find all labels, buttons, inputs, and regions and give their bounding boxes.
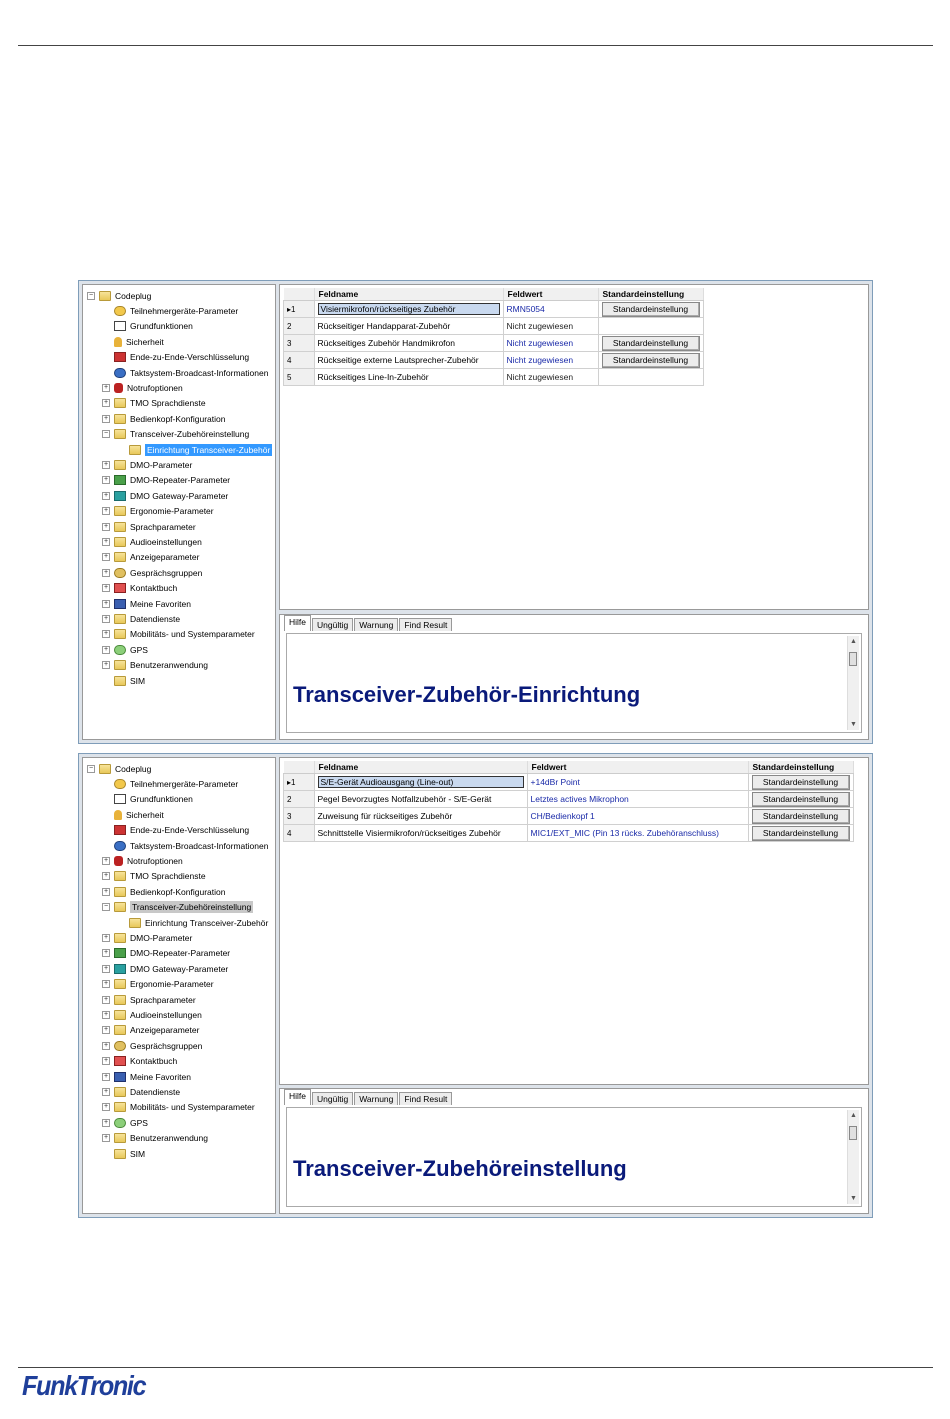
expand-icon[interactable]: +: [103, 1134, 109, 1142]
tree-item[interactable]: [114, 350, 249, 365]
field-grid: [279, 284, 869, 610]
folder-icon: [114, 995, 126, 1005]
help-title: Transceiver-Zubehöreinstellung: [293, 1156, 627, 1181]
expand-icon[interactable]: +: [103, 522, 109, 530]
folder-icon: [114, 1133, 126, 1143]
table-row[interactable]: [284, 825, 854, 842]
expand-icon[interactable]: +: [103, 399, 109, 407]
folder-icon: [114, 1025, 126, 1035]
tree-item-label: DMO-Repeater-Parameter: [130, 475, 231, 486]
row-number[interactable]: ▸1: [284, 301, 315, 318]
table-row[interactable]: [284, 791, 854, 808]
field-value-cell[interactable]: Nicht zugewiesen: [503, 369, 598, 386]
table-row[interactable]: [284, 369, 704, 386]
help-panel: [279, 1088, 869, 1214]
help-tabs: [284, 1092, 453, 1105]
help-scrollbar[interactable]: [847, 1110, 859, 1204]
tree-item[interactable]: [103, 380, 183, 395]
globe-icon: [114, 368, 126, 378]
tree-item[interactable]: [103, 411, 226, 426]
key-icon: [114, 810, 122, 820]
scroll-thumb[interactable]: [849, 1126, 857, 1140]
expand-icon[interactable]: +: [103, 1057, 109, 1065]
tree-item-label: Teilnehmergeräte-Parameter: [130, 778, 239, 789]
key-icon: [114, 337, 122, 347]
tree-item-label: Gesprächsgruppen: [130, 1040, 203, 1051]
column-header-feldwert[interactable]: Feldwert: [503, 288, 598, 301]
field-name-cell[interactable]: Rückseitiges Zubehör Handmikrofon: [314, 335, 503, 352]
tree-item-label: Sprachparameter: [130, 994, 196, 1005]
field-name-cell[interactable]: Rückseitiger Handapparat-Zubehör: [314, 318, 503, 335]
column-header-feldname[interactable]: Feldname: [314, 761, 527, 774]
red-icon: [114, 383, 123, 393]
field-value-cell[interactable]: RMN5054: [503, 301, 598, 318]
tree-item[interactable]: [103, 488, 229, 503]
tree-item-label: Datendienste: [130, 1086, 181, 1097]
footer-rule: [18, 1367, 933, 1368]
table-row[interactable]: [284, 808, 854, 825]
tree-item[interactable]: [114, 838, 268, 853]
folder-icon: [114, 537, 126, 547]
tree-item-label: DMO-Parameter: [130, 932, 193, 943]
column-header-feldwert[interactable]: Feldwert: [527, 761, 748, 774]
field-value-cell[interactable]: +14dBr Point: [527, 774, 748, 791]
expand-icon[interactable]: +: [103, 383, 109, 391]
row-number[interactable]: 2: [284, 318, 315, 335]
expand-icon[interactable]: +: [103, 661, 109, 669]
expand-icon[interactable]: +: [103, 856, 109, 864]
tree-item[interactable]: [103, 473, 231, 488]
tree-item-label: Benutzeranwendung: [130, 660, 208, 671]
tree-item-label: Grundfunktionen: [130, 794, 193, 805]
tree-item-label: Anzeigeparameter: [130, 1025, 200, 1036]
screenshot-2: [78, 753, 873, 1218]
tree-item-label: Ergonomie-Parameter: [130, 979, 214, 990]
tree-item-label: Notrufoptionen: [127, 855, 183, 866]
tree-item-label: TMO Sprachdienste: [130, 398, 206, 409]
folder-icon: [114, 552, 126, 562]
tab-warnung[interactable]: Warnung: [354, 1092, 398, 1105]
expand-icon[interactable]: +: [103, 584, 109, 592]
folder-icon: [114, 887, 126, 897]
help-scrollbar[interactable]: [847, 636, 859, 730]
expand-icon[interactable]: +: [103, 1041, 109, 1049]
tree-item-label: Mobilitäts- und Systemparameter: [130, 1102, 255, 1113]
tree-item-label: Bedienkopf-Konfiguration: [130, 413, 226, 424]
tab-find-result[interactable]: Find Result: [399, 618, 452, 631]
scroll-down-icon[interactable]: ▼: [850, 1195, 857, 1202]
expand-icon[interactable]: +: [103, 1118, 109, 1126]
expand-icon[interactable]: +: [103, 476, 109, 484]
expand-icon[interactable]: +: [103, 553, 109, 561]
tree-item[interactable]: [103, 627, 255, 642]
tree-item-label: Datendienste: [130, 613, 181, 624]
help-title: Transceiver-Zubehör-Einrichtung: [293, 682, 641, 707]
tree-item[interactable]: [103, 1054, 178, 1069]
folder-icon: [114, 902, 126, 912]
row-header-corner: [284, 288, 315, 301]
tree-item-label: Kontaktbuch: [130, 583, 178, 594]
tree-item-label: Mobilitäts- und Systemparameter: [130, 629, 255, 640]
tree-item-label: DMO Gateway-Parameter: [130, 963, 229, 974]
default-cell: [748, 791, 853, 808]
tree-item[interactable]: [103, 884, 226, 899]
tree-item[interactable]: [129, 442, 272, 457]
tree-item-label: DMO-Parameter: [130, 459, 193, 470]
tree-item-label: GPS: [130, 1117, 148, 1128]
help-tabs: [284, 618, 453, 631]
tree-item[interactable]: [103, 1084, 181, 1099]
tree-item[interactable]: [103, 457, 193, 472]
row-number[interactable]: 4: [284, 352, 315, 369]
folder-icon: [114, 1087, 126, 1097]
gps-icon: [114, 1118, 126, 1128]
expand-icon[interactable]: +: [103, 872, 109, 880]
folder-icon: [114, 460, 126, 470]
tree-item-label: DMO-Repeater-Parameter: [130, 948, 231, 959]
tab-hilfe[interactable]: Hilfe: [284, 615, 311, 631]
tree-item[interactable]: [114, 319, 193, 334]
tree-item[interactable]: [114, 823, 249, 838]
tree-item[interactable]: [103, 1100, 255, 1115]
tree-item-label: Bedienkopf-Konfiguration: [130, 886, 226, 897]
default-cell: [598, 301, 703, 318]
help-content: [286, 633, 862, 733]
table-row[interactable]: [284, 774, 854, 791]
tree-item-label: DMO Gateway-Parameter: [130, 490, 229, 501]
expand-icon[interactable]: +: [103, 537, 109, 545]
folder-icon: [114, 506, 126, 516]
doc-icon: [114, 321, 126, 331]
folder-icon: [114, 1010, 126, 1020]
expand-icon[interactable]: +: [103, 1072, 109, 1080]
tree-item-label: Einrichtung Transceiver-Zubehör: [147, 444, 271, 455]
green-icon: [114, 475, 126, 485]
tab-warnung[interactable]: Warnung: [354, 618, 398, 631]
table-row[interactable]: [284, 318, 704, 335]
default-cell: [598, 318, 703, 335]
gear-icon: [114, 306, 126, 316]
field-value-cell[interactable]: Nicht zugewiesen: [503, 335, 598, 352]
tab-hilfe[interactable]: Hilfe: [284, 1089, 311, 1105]
teal-icon: [114, 491, 126, 501]
tree-item[interactable]: [103, 504, 214, 519]
tree-item[interactable]: [103, 581, 178, 596]
tree-item[interactable]: [103, 1131, 208, 1146]
folder-icon: [114, 629, 126, 639]
tree-item-label: Transceiver-Zubehöreinstellung: [130, 429, 250, 440]
tree-item-label: Taktsystem-Broadcast-Informationen: [130, 367, 269, 378]
tree-item[interactable]: [103, 900, 253, 915]
tree-item-label: Teilnehmergeräte-Parameter: [130, 305, 239, 316]
column-header-standardeinstellung[interactable]: Standardeinstellung: [598, 288, 703, 301]
tree-item[interactable]: [103, 1038, 203, 1053]
folder-icon: [114, 414, 126, 424]
tree-item-label: Notrufoptionen: [127, 382, 183, 393]
tree-item[interactable]: [88, 761, 152, 776]
tree-item[interactable]: [103, 1069, 191, 1084]
scroll-down-icon[interactable]: ▼: [850, 721, 857, 728]
scroll-up-icon[interactable]: ▲: [850, 638, 857, 645]
default-button[interactable]: Standardeinstellung: [602, 302, 700, 317]
tree-item[interactable]: [103, 992, 196, 1007]
codeplug-tree: [82, 284, 276, 740]
tree-item[interactable]: [114, 807, 164, 822]
tree-item[interactable]: [103, 596, 191, 611]
header-rule: [18, 45, 933, 46]
folder-icon: [129, 445, 141, 455]
tab-ungueltig[interactable]: Ungültig: [312, 1092, 353, 1105]
tree-item[interactable]: [103, 1115, 148, 1130]
table-row[interactable]: [284, 352, 704, 369]
globe-icon: [114, 841, 126, 851]
collapse-icon[interactable]: −: [103, 903, 109, 911]
folder-icon: [99, 764, 111, 774]
tree-item[interactable]: [103, 396, 206, 411]
collapse-icon[interactable]: −: [88, 764, 94, 772]
lock-icon: [114, 825, 126, 835]
row-number[interactable]: 2: [284, 791, 315, 808]
field-name-cell[interactable]: Visiermikrofon/rückseitiges Zubehör: [314, 301, 503, 318]
tree-item[interactable]: [103, 930, 193, 945]
folder-icon: [129, 918, 141, 928]
field-name-cell[interactable]: Pegel Bevorzugtes Notfallzubehör - S/E-Gerät: [314, 791, 527, 808]
row-number[interactable]: 5: [284, 369, 315, 386]
field-value-cell[interactable]: CH/Bedienkopf 1: [527, 808, 748, 825]
column-header-standardeinstellung[interactable]: Standardeinstellung: [748, 761, 853, 774]
tree-item-label: Meine Favoriten: [130, 1071, 191, 1082]
default-cell: [748, 774, 853, 791]
tree-item-label: SIM: [130, 675, 146, 686]
field-table: [283, 761, 854, 842]
expand-icon[interactable]: +: [103, 887, 109, 895]
field-name-cell[interactable]: Schnittstelle Visiermikrofon/rückseitiges Zubehör: [314, 825, 527, 842]
folder-icon: [114, 1149, 126, 1159]
folder-icon: [114, 1102, 126, 1112]
tree-item[interactable]: [103, 961, 229, 976]
tree-item-label: Codeplug: [115, 290, 152, 301]
folder-icon: [114, 933, 126, 943]
tree-item[interactable]: [114, 1146, 145, 1161]
tree-item-label: Sicherheit: [126, 809, 164, 820]
tree-item[interactable]: [114, 673, 145, 688]
tree-item[interactable]: [103, 869, 206, 884]
expand-icon[interactable]: +: [103, 1087, 109, 1095]
default-cell: [748, 808, 853, 825]
tree-item[interactable]: [103, 565, 203, 580]
expand-icon[interactable]: +: [103, 980, 109, 988]
expand-icon[interactable]: +: [103, 933, 109, 941]
star-icon: [114, 1072, 126, 1082]
people-icon: [114, 568, 126, 578]
red-icon: [114, 856, 123, 866]
tree-item[interactable]: [103, 1023, 200, 1038]
folder-icon: [114, 429, 126, 439]
folder-icon: [114, 979, 126, 989]
folder-icon: [114, 614, 126, 624]
tree-item-label: Gesprächsgruppen: [130, 567, 203, 578]
field-name-cell[interactable]: Rückseitige externe Lautsprecher-Zubehör: [314, 352, 503, 369]
tree-item-label: Sicherheit: [126, 336, 164, 347]
tree-item[interactable]: [103, 534, 202, 549]
book-icon: [114, 583, 126, 593]
tree-item[interactable]: [88, 288, 152, 303]
green-icon: [114, 948, 126, 958]
tree-item[interactable]: [103, 1007, 202, 1022]
tree-item-label: Meine Favoriten: [130, 598, 191, 609]
tree-item[interactable]: [103, 977, 214, 992]
scroll-up-icon[interactable]: ▲: [850, 1112, 857, 1119]
default-cell: [598, 369, 703, 386]
tree-item[interactable]: [114, 776, 238, 791]
tree-item[interactable]: [103, 611, 181, 626]
help-content: [286, 1107, 862, 1207]
tree-item-label: Grundfunktionen: [130, 321, 193, 332]
people-icon: [114, 1041, 126, 1051]
gear-icon: [114, 779, 126, 789]
funktronic-logo: FunkTronic: [22, 1370, 146, 1401]
folder-icon: [114, 398, 126, 408]
row-number[interactable]: 3: [284, 808, 315, 825]
expand-icon[interactable]: +: [103, 949, 109, 957]
column-header-feldname[interactable]: Feldname: [314, 288, 503, 301]
tree-item-label: Ergonomie-Parameter: [130, 506, 214, 517]
doc-icon: [114, 794, 126, 804]
tree-item[interactable]: [103, 642, 148, 657]
expand-icon[interactable]: +: [103, 414, 109, 422]
expand-icon[interactable]: +: [103, 614, 109, 622]
table-row[interactable]: [284, 335, 704, 352]
default-button[interactable]: Standardeinstellung: [602, 353, 700, 368]
expand-icon[interactable]: +: [103, 1103, 109, 1111]
field-value-cell[interactable]: Nicht zugewiesen: [503, 352, 598, 369]
tree-item-label: Einrichtung Transceiver-Zubehör: [145, 917, 269, 928]
field-grid: [279, 757, 869, 1085]
star-icon: [114, 599, 126, 609]
tree-item-label: GPS: [130, 644, 148, 655]
folder-icon: [99, 291, 111, 301]
field-name-cell[interactable]: S/E-Gerät Audioausgang (Line-out): [314, 774, 527, 791]
row-header-corner: [284, 761, 315, 774]
tree-item-label: Ende-zu-Ende-Verschlüsselung: [130, 825, 250, 836]
tree-item[interactable]: [114, 792, 193, 807]
expand-icon[interactable]: +: [103, 1026, 109, 1034]
expand-icon[interactable]: +: [103, 645, 109, 653]
default-button[interactable]: Standardeinstellung: [752, 826, 850, 841]
row-number[interactable]: 3: [284, 335, 315, 352]
row-number[interactable]: ▸1: [284, 774, 315, 791]
default-cell: [598, 352, 703, 369]
tree-item[interactable]: [114, 365, 268, 380]
lock-icon: [114, 352, 126, 362]
tree-item[interactable]: [103, 550, 200, 565]
field-name-cell[interactable]: Zuweisung für rückseitiges Zubehör: [314, 808, 527, 825]
field-value-cell[interactable]: Nicht zugewiesen: [503, 318, 598, 335]
collapse-icon[interactable]: −: [103, 430, 109, 438]
expand-icon[interactable]: +: [103, 460, 109, 468]
tree-item[interactable]: [114, 303, 238, 318]
expand-icon[interactable]: +: [103, 568, 109, 576]
tree-item-label: Taktsystem-Broadcast-Informationen: [130, 840, 269, 851]
field-name-cell[interactable]: Rückseitiges Line-In-Zubehör: [314, 369, 503, 386]
codeplug-tree: [82, 757, 276, 1214]
help-panel: [279, 614, 869, 740]
teal-icon: [114, 964, 126, 974]
tree-item[interactable]: [129, 915, 268, 930]
expand-icon[interactable]: +: [103, 1010, 109, 1018]
field-value-cell[interactable]: Letztes actives Mikrophon: [527, 791, 748, 808]
scroll-thumb[interactable]: [849, 652, 857, 666]
expand-icon[interactable]: +: [103, 995, 109, 1003]
tree-item-label: Transceiver-Zubehöreinstellung: [132, 902, 252, 913]
tree-item-label: Ende-zu-Ende-Verschlüsselung: [130, 352, 250, 363]
default-button[interactable]: Standardeinstellung: [752, 775, 850, 790]
tree-item-label: Benutzeranwendung: [130, 1133, 208, 1144]
default-cell: [598, 335, 703, 352]
default-button[interactable]: Standardeinstellung: [602, 336, 700, 351]
tree-item-label: Audioeinstellungen: [130, 536, 202, 547]
default-button[interactable]: Standardeinstellung: [752, 792, 850, 807]
tree-item[interactable]: [103, 946, 231, 961]
default-button[interactable]: Standardeinstellung: [752, 809, 850, 824]
folder-icon: [114, 660, 126, 670]
folder-icon: [114, 676, 126, 686]
book-icon: [114, 1056, 126, 1066]
expand-icon[interactable]: +: [103, 491, 109, 499]
tab-ungueltig[interactable]: Ungültig: [312, 618, 353, 631]
expand-icon[interactable]: +: [103, 630, 109, 638]
collapse-icon[interactable]: −: [88, 291, 94, 299]
tree-item-label: Anzeigeparameter: [130, 552, 200, 563]
default-cell: [748, 825, 853, 842]
tree-item-label: Codeplug: [115, 763, 152, 774]
tree-item-label: SIM: [130, 1148, 146, 1159]
tree-item-label: Sprachparameter: [130, 521, 196, 532]
tree-item[interactable]: [114, 334, 164, 349]
gps-icon: [114, 645, 126, 655]
tree-item-label: Audioeinstellungen: [130, 1009, 202, 1020]
expand-icon[interactable]: +: [103, 599, 109, 607]
field-value-cell[interactable]: MIC1/EXT_MIC (Pin 13 rücks. Zubehöranschluss): [527, 825, 748, 842]
row-number[interactable]: 4: [284, 825, 315, 842]
field-table: [283, 288, 704, 386]
table-row[interactable]: [284, 301, 704, 318]
tree-item-label: TMO Sprachdienste: [130, 871, 206, 882]
tab-find-result[interactable]: Find Result: [399, 1092, 452, 1105]
tree-item[interactable]: [103, 658, 208, 673]
tree-item-label: Kontaktbuch: [130, 1056, 178, 1067]
tree-item[interactable]: [103, 519, 196, 534]
folder-icon: [114, 522, 126, 532]
tree-item[interactable]: [103, 427, 250, 442]
screenshot-1: [78, 280, 873, 744]
tree-item[interactable]: [103, 853, 183, 868]
expand-icon[interactable]: +: [103, 507, 109, 515]
expand-icon[interactable]: +: [103, 964, 109, 972]
folder-icon: [114, 871, 126, 881]
